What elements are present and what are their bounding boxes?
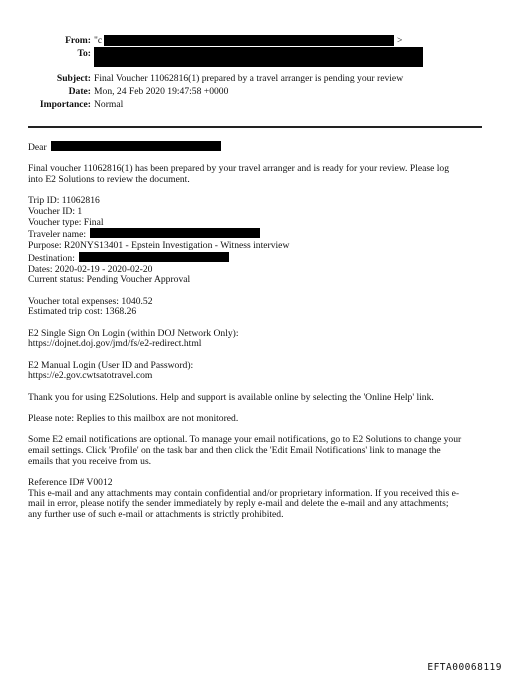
trip-id: Trip ID: 11062816 [28, 195, 100, 207]
optional-line-3: emails that you receive from us. [28, 455, 152, 467]
optional-line-2: email settings. Click 'Profile' on the task bar and then click the 'Edit Email Notifications' link to manage the [28, 444, 441, 456]
manual-link[interactable]: https://e2.gov.cwtsatotravel.com [28, 370, 153, 382]
confidentiality-line-1: This e-mail and any attachments may contain confidential and/or proprietary information. If you received this e- [28, 487, 460, 499]
voucher-type: Voucher type: Final [28, 216, 104, 228]
greeting-text: Dear [28, 142, 47, 153]
note-paragraph [28, 414, 484, 425]
from-value-start: "c [94, 35, 103, 46]
note-text: Please note: Replies to this mailbox are not monitored. [28, 412, 239, 424]
to-redaction-2 [94, 59, 423, 67]
confidentiality-paragraph [28, 478, 484, 521]
header-divider [28, 126, 482, 128]
subject-row [0, 73, 512, 85]
intro-line-1: Final voucher 11062816(1) has been prepared by your travel arranger and is ready for your review. Please log [28, 163, 449, 175]
recipient-redaction [51, 141, 221, 151]
sso-label: E2 Single Sign On Login (within DOJ Network Only): [28, 327, 239, 339]
traveler-name-redaction [90, 228, 260, 238]
date-label: Date: [68, 86, 91, 97]
estimated-cost: Estimated trip cost: 1368.26 [28, 306, 137, 318]
from-label: From: [65, 35, 91, 46]
from-value-end: > [397, 35, 403, 46]
thanks-text: Thank you for using E2Solutions. Help and support is available online by selecting the 'Online Help' link. [28, 391, 434, 403]
destination-redaction [79, 252, 229, 262]
sso-link[interactable]: https://dojnet.doj.gov/jmd/fs/e2-redirect.html [28, 338, 202, 350]
subject-value: Final Voucher 11062816(1) prepared by a travel arranger is pending your review [94, 73, 404, 84]
importance-value: Normal [94, 99, 124, 110]
intro-paragraph [28, 164, 484, 185]
destination-label: Destination: [28, 252, 75, 264]
greeting-paragraph [28, 141, 484, 154]
importance-row [0, 99, 512, 111]
confidentiality-line-2: mail in error, please notify the sender immediately by reply e-mail and delete the e-mail and any attachments; [28, 498, 449, 510]
date-row [0, 86, 512, 98]
manual-login [28, 361, 484, 382]
manual-label: E2 Manual Login (User ID and Password): [28, 359, 194, 371]
current-status: Current status: Pending Voucher Approval [28, 274, 191, 286]
cost-details [28, 297, 484, 318]
trip-details [28, 196, 484, 286]
dates: Dates: 2020-02-19 - 2020-02-20 [28, 263, 153, 275]
from-redaction [104, 35, 394, 46]
voucher-id: Voucher ID: 1 [28, 206, 83, 217]
reference-id: Reference ID# V0012 [28, 476, 113, 488]
document-id: EFTA00068119 [427, 662, 502, 673]
thanks-paragraph [28, 393, 484, 404]
confidentiality-line-3: any further use of such e-mail or attachments is strictly prohibited. [28, 508, 284, 520]
importance-label: Importance: [39, 99, 91, 110]
from-row [0, 35, 512, 47]
to-label: To: [77, 48, 91, 59]
subject-label: Subject: [56, 73, 91, 84]
optional-line-1: Some E2 email notifications are optional. To manage your email notifications, go to E2 Solutions to change your [28, 434, 462, 446]
optional-paragraph [28, 435, 484, 467]
intro-line-2: into E2 Solutions to review the document. [28, 174, 190, 185]
to-row [0, 48, 512, 60]
traveler-name-label: Traveler name: [28, 229, 86, 241]
total-expenses: Voucher total expenses: 1040.52 [28, 295, 153, 307]
sso-login [28, 329, 484, 350]
destination-row [28, 252, 484, 265]
to-redaction-1 [94, 47, 423, 59]
date-value: Mon, 24 Feb 2020 19:47:58 +0000 [94, 86, 229, 97]
purpose: Purpose: R20NYS13401 - Epstein Investigation - Witness interview [28, 240, 290, 252]
email-body [28, 141, 484, 531]
